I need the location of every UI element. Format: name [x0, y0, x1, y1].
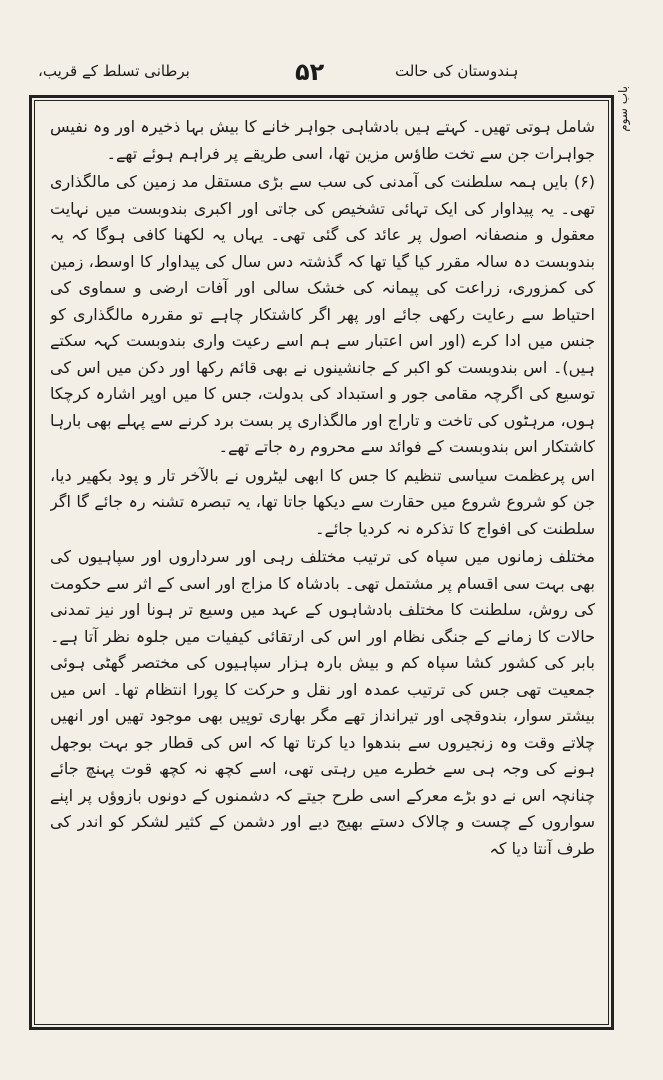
- chapter-side-note: باب سوم: [616, 86, 630, 132]
- body-text: [50, 114, 595, 1009]
- running-header-chapter: ہندوستان کی حالت: [395, 62, 519, 80]
- paragraph-3: اس پرعظمت سیاسی تنظیم کا جس کا ابھی لیٹروں نے بالآخر تار و پود بکھیر دیا، جن کو شروع شروع میں حقارت سے دیکھا جاتا تھا، یہ تبصرہ تشنہ رہ جائے گا اگر سلطنت کی افواج کا تذکرہ نہ کردیا جائے۔: [50, 465, 595, 538]
- running-header-section: برطانی تسلط کے قریب،: [38, 62, 190, 80]
- page-number: ۵۲: [295, 58, 325, 86]
- paragraph-2: (۶) بایں ہمہ سلطنت کی آمدنی کی سب سے بڑی مستقل مد زمین کی مالگذاری تھی۔ یہ پیداوار کی ایک تہائی تشخیص کی جاتی اور اکبری بندوبست میں نہایت معقول و منصفانہ اصول پر عائد کی گئی تھی۔ یہاں یہ لکھنا کافی ہوگا کہ یہ بندوبست دہ سالہ مقرر کیا گیا تھا کہ گذشتہ دس سال کی پیداوار کا اوسط، زمین کی کمزوری، زراعت کی پیمانہ کی خشک سالی اور آفات ارضی و سماوی کی احتیاط سے رعایت رکھی جائے اور پھر اگر کاشتکار چاہے تو مقررہ مالگذاری کو جنس میں ادا کرے (اور اس اعتبار سے ہم اسے رعیت واری بندوبست کہہ سکتے ہیں)۔ اس بندوبست کو اکبر کے جانشینوں نے بھی قائم رکھا اور دکن میں اس کی توسیع کی اگرچہ مقامی جور و استبداد کی بدولت، جس کا میں اوپر اشارہ کرچکا ہوں، مرہٹوں کی تاخت و تاراج اور مالگذاری پر بست برد کرنے سے پہلے بھی بارہا کاشتکار اس بندوبست کے فوائد سے محروم رہ جاتے تھے۔: [50, 172, 595, 456]
- paragraph-1: شامل ہوتی تھیں۔ کہتے ہیں بادشاہی جواہر خانے کا بیش بہا ذخیرہ اور وہ نفیس جواہرات جن سے تخت طاؤس مزین تھا، اسی طریقے پر فراہم ہوئے تھے۔: [50, 117, 595, 163]
- paragraph-4: مختلف زمانوں میں سپاہ کی ترتیب مختلف رہی اور سرداروں اور سپاہیوں کی بھی بہت سی اقسام پر مشتمل تھی۔ بادشاہ کا مزاج اور اسی کے اثر سے حکومت کی روش، سلطنت کا مختلف بادشاہوں کے عہد میں وسیع تر ہونا اور نیز تمدنی حالات کا زمانے کے جنگی نظام اور اس کی ارتقائی کیفیات میں جلوہ نظر آتا ہے۔ بابر کی کشور کشا سپاہ کم و بیش بارہ ہزار سپاہیوں کی مختصر گھٹی ہوئی جمعیت تھی جس کی ترتیب عمدہ اور نقل و حرکت کا پورا انتظام تھا۔ اس میں بیشتر سوار، بندوقچی اور تیرانداز تھے مگر بھاری توپیں بھی موجود تھیں اور انھیں چلاتے وقت وہ زنجیروں سے بندھوا دیا کرتا تھا کہ اس کی قطار جو بہت بوجھل ہونے کی وجہ ہی سے خطرے میں رہتی تھی، اسے کچھ نہ کچھ قوت پہنچ جائے چنانچہ اس نے دو بڑے معرکے اسی طرح جیتے کہ دشمنوں کے دونوں بازوؤں پر اپنے سواروں کے چست و چالاک دستے بھیج دیے اور دشمن کے کثیر لشکر کو اندر کی طرف آنتا دیا کہ: [50, 547, 595, 858]
